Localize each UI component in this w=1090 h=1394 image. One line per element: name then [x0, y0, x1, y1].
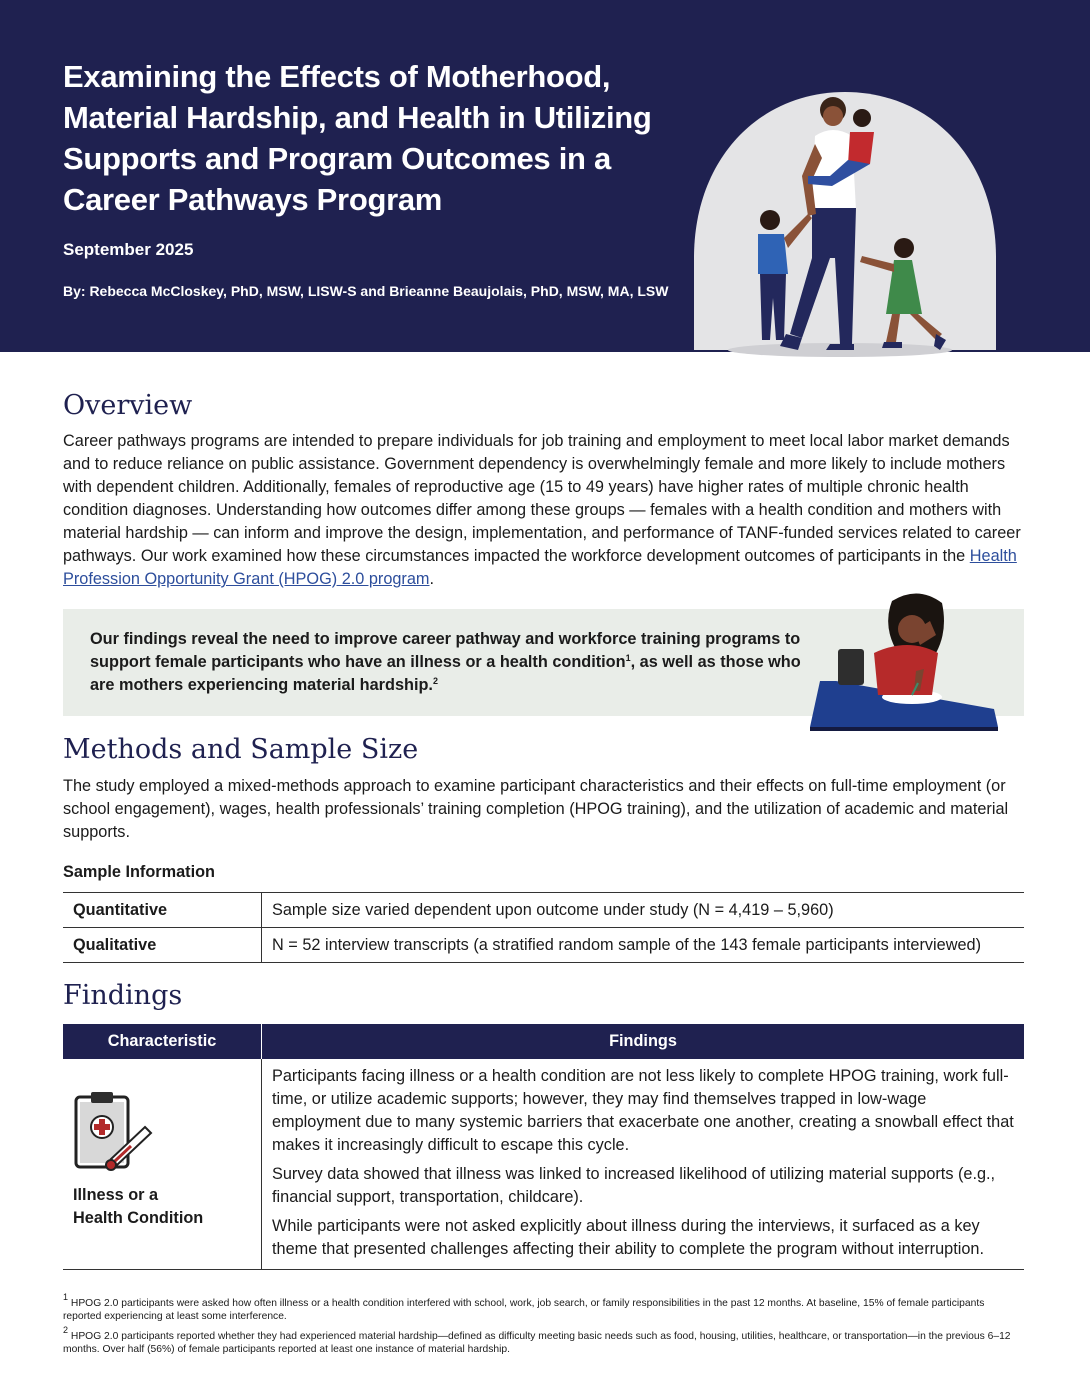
clipboard-thermometer-icon	[73, 1089, 157, 1173]
overview-paragraph	[63, 430, 1028, 591]
publication-date: September 2025	[63, 240, 194, 259]
footnote-mark: 1	[63, 1292, 69, 1302]
sample-label: Quantitative	[63, 893, 262, 928]
footnote-ref-1[interactable]: 1	[625, 653, 631, 663]
table-row	[63, 893, 1024, 928]
finding-paragraph: While participants were not asked explicitly about illness during the interviews, it surfaced as a key theme that presented challenges affecting their ability to complete the program without interruption.	[272, 1217, 984, 1258]
footnote-text: HPOG 2.0 participants were asked how often illness or a health condition interfered with school, work, job search, or family responsibilities in the past 12 months. At baseline, 15% of female participants reported experiencing at least some interference.	[63, 1298, 985, 1322]
characteristic-cell	[63, 1059, 262, 1270]
sample-value: Sample size varied dependent upon outcome under study (N = 4,419 – 5,960)	[262, 893, 1025, 928]
callout-part1: Our findings reveal the need to improve career pathway and workforce training programs to support female participants who have an illness or a health condition	[90, 630, 801, 671]
column-header-characteristic: Characteristic	[63, 1024, 262, 1059]
table-row	[63, 928, 1024, 963]
sample-info-heading: Sample Information	[63, 863, 215, 881]
chair-shape	[838, 649, 864, 685]
footnote-text: HPOG 2.0 participants reported whether they had experienced material hardship—defined as difficulty meeting basic needs such as food, housing, utilities, healthcare, or transportation—in the previous 6–12 months. Over half (56%) of female participants reported at least one instance of material hardship.	[63, 1331, 1011, 1355]
finding-paragraph: Participants facing illness or a health condition are not less likely to complete HPOG training, work full-time, or utilize academic supports; however, they may find themselves trapped in low-wage employment due to many systemic barriers that exacerbate one another, creating a snowball effect that makes it increasingly difficult to escape this cycle.	[272, 1067, 1014, 1154]
methods-heading: Methods and Sample Size	[63, 734, 419, 765]
characteristic-label-line2: Health Condition	[73, 1209, 204, 1227]
key-findings-callout	[63, 609, 1024, 716]
callout-part2: , as well as those who are mothers experiencing material hardship.	[90, 653, 801, 694]
shirt-shape	[874, 645, 938, 695]
sample-value: N = 52 interview transcripts (a stratified random sample of the 143 female participants interviewed)	[262, 928, 1025, 963]
overview-body: Career pathways programs are intended to prepare individuals for job training and employment to meet local labor market demands and to reduce reliance on public assistance. Government dependency is overwhelmingly female and more likely to include mothers with dependent children. Additionally, females of reproductive age (15 to 49 years) have higher rates of multiple chronic health condition diagnoses. Understanding how outcomes differ among these groups — females with a health condition and mothers with material hardship — can inform and improve the design, implementation, and performance of TANF-funded services related to career pathways. Our work examined how these circumstances impacted the workforce development outcomes of participants in the	[63, 432, 1021, 565]
findings-cell	[262, 1059, 1025, 1270]
characteristic-label	[73, 1184, 243, 1230]
stressed-woman-illustration	[808, 591, 1003, 731]
findings-table	[63, 1024, 1024, 1270]
column-header-findings: Findings	[262, 1024, 1025, 1059]
characteristic-label-line1: Illness or a	[73, 1186, 159, 1204]
page-title: Examining the Effects of Motherhood, Material Hardship, and Health in Utilizing Supports and Program Outcomes in a Career Pathways Program	[63, 59, 652, 217]
sample-info-table	[63, 892, 1024, 963]
sample-label: Qualitative	[63, 928, 262, 963]
findings-heading: Findings	[63, 980, 183, 1011]
overview-end: .	[429, 570, 435, 588]
hpog-program-link[interactable]: Health Profession Opportunity Grant (HPOG) 2.0 program	[63, 547, 1017, 588]
finding-paragraph: Survey data showed that illness was linked to increased likelihood of utilizing material supports (e.g., financial support, transportation, childcare).	[272, 1165, 996, 1206]
footnote-mark: 2	[63, 1325, 69, 1335]
table-row	[63, 1059, 1024, 1270]
findings-header-row	[63, 1024, 1024, 1059]
overview-heading: Overview	[63, 390, 193, 421]
footnote-1	[63, 1292, 1023, 1323]
mother-children-illustration	[690, 88, 1000, 370]
footnote-ref-2[interactable]: 2	[432, 676, 438, 686]
callout-text	[90, 628, 820, 697]
methods-paragraph: The study employed a mixed-methods approach to examine participant characteristics and their effects on full-time employment (or school engagement), wages, health professionals’ training completion (HPOG training), and the utilization of academic and material supports.	[63, 777, 1009, 841]
footnote-2	[63, 1325, 1023, 1356]
author-byline: By: Rebecca McCloskey, PhD, MSW, LISW-S and Brieanne Beaujolais, PhD, MSW, MA, LSW	[63, 283, 669, 299]
